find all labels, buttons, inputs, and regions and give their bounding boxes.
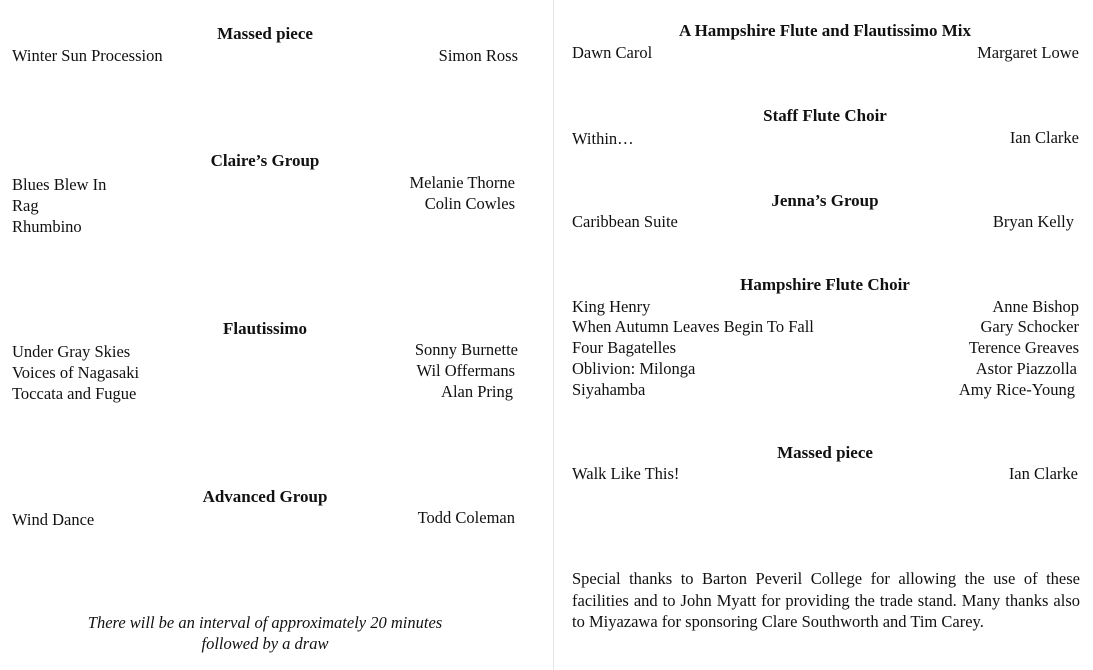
piece-composer: Bryan Kelly [992,212,1074,231]
piece-composer: Anne Bishop [992,297,1079,316]
section-heading-flautissimo: Flautissimo [222,319,308,338]
piece-title: Siyahamba [572,380,646,399]
piece-composer: Terence Greaves [968,338,1079,357]
section-heading-hampshire-flautissimo-mix: A Hampshire Flute and Flautissimo Mix [678,21,971,40]
interval-note-line-2: followed by a draw [201,634,329,653]
piece-composer: Melanie Thorne [409,173,515,192]
piece-composer: Ian Clarke [1008,464,1078,483]
piece-composer: Gary Schocker [980,317,1079,336]
piece-composer: Colin Cowles [424,194,515,213]
piece-title: Caribbean Suite [572,212,678,231]
piece-title: Voices of Nagasaki [12,363,140,382]
piece-composer: Astor Piazzolla [975,359,1077,378]
acknowledgements-paragraph: Special thanks to Barton Peveril College for allowing the use of these facilities and to John Myatt for providing the trade stand. Many thanks also to Miyazawa for sponsoring Clare Southworth and Tim Carey. [572,569,1080,631]
piece-composer: Amy Rice-Young [958,380,1075,399]
section-heading-massed-right: Massed piece [777,443,873,462]
piece-composer: Simon Ross [438,46,518,65]
piece-composer: Sonny Burnette [414,340,518,359]
piece-composer: Todd Coleman [417,508,515,527]
piece-title: Rhumbino [12,217,82,236]
piece-title: When Autumn Leaves Begin To Fall [572,317,814,336]
section-heading-jennas-group: Jenna’s Group [771,191,879,210]
section-heading-massed-left: Massed piece [217,24,313,43]
piece-composer: Wil Offermans [416,361,515,380]
piece-composer: Alan Pring [441,382,513,401]
piece-title: Toccata and Fugue [12,384,137,403]
section-heading-hampshire-flute-choir: Hampshire Flute Choir [740,275,910,294]
piece-title: Rag [12,196,39,215]
piece-title: Four Bagatelles [572,338,677,357]
left-page [0,0,530,670]
section-heading-advanced-group: Advanced Group [202,487,328,506]
piece-title: Within… [572,129,634,148]
piece-title: Under Gray Skies [12,342,131,361]
page-fold-divider [553,0,554,670]
section-heading-staff-flute-choir: Staff Flute Choir [763,106,887,125]
piece-title: Wind Dance [12,510,95,529]
section-heading-claires-group: Claire’s Group [210,151,320,170]
piece-title: Blues Blew In [12,175,107,194]
piece-title: King Henry [572,297,651,316]
piece-title: Winter Sun Procession [12,46,163,65]
interval-note [40,612,490,654]
piece-title: Dawn Carol [572,43,653,62]
piece-composer: Ian Clarke [1009,128,1079,147]
piece-title: Walk Like This! [572,464,680,483]
piece-composer: Margaret Lowe [977,43,1079,62]
interval-note-line-1: There will be an interval of approximately 20 minutes [87,613,443,632]
piece-title: Oblivion: Milonga [572,359,696,378]
